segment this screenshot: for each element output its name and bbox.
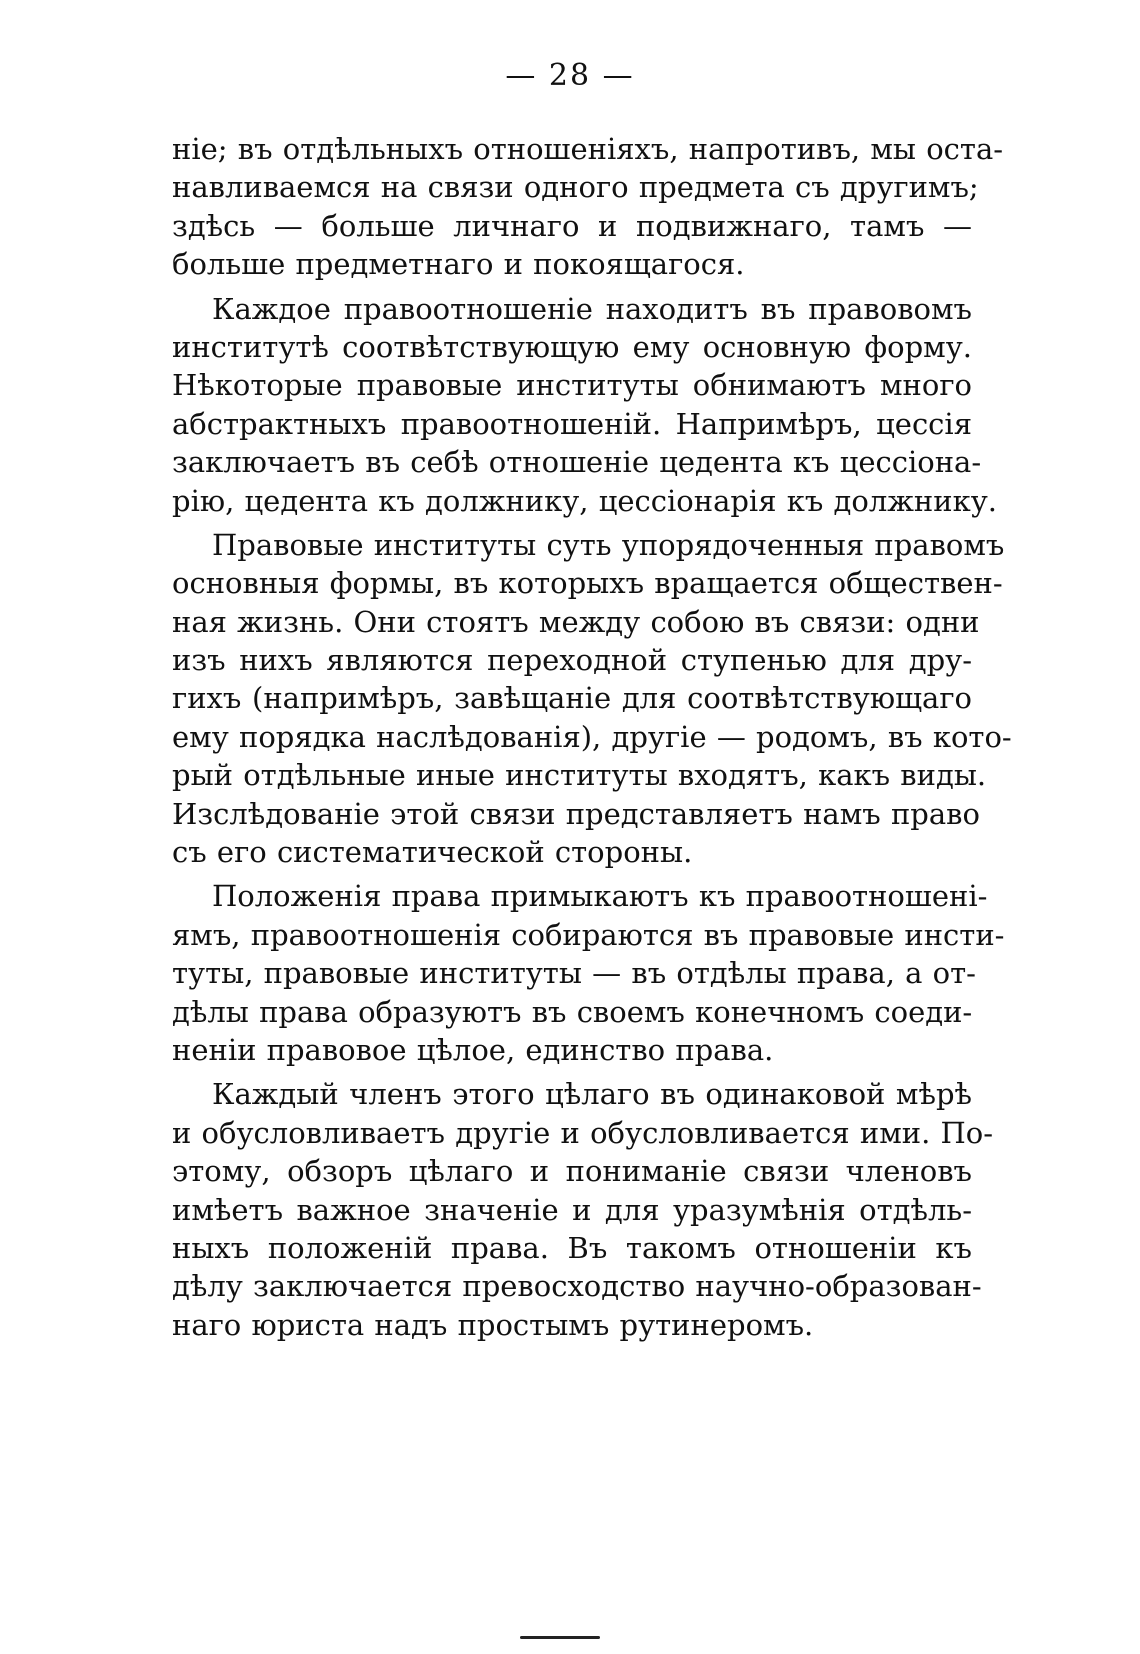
paragraph (172, 877, 1005, 1069)
text-line: Положенія права примыкаютъ къ правоотношені- (212, 879, 988, 914)
text-line: ныхъ положеній права. Въ такомъ отношеніи къ (172, 1230, 972, 1265)
text-line: ямъ, правоотношенія собираются въ правовые инсти- (172, 917, 1005, 952)
text-line: съ его систематической стороны. (172, 835, 693, 870)
text-line: дѣлу заключается превосходство научно-образован- (172, 1269, 982, 1304)
text-line: имѣетъ важное значеніе и для уразумѣнія отдѣль- (172, 1192, 972, 1227)
text-line: навливаемся на связи одного предмета съ другимъ; (172, 170, 979, 205)
text-block (172, 130, 1012, 1350)
text-line: основныя формы, въ которыхъ вращается обществен- (172, 566, 1003, 601)
text-line: Нѣкоторые правовые институты обнимаютъ много (172, 368, 972, 403)
text-line: Правовые институты суть упорядоченныя правомъ (212, 527, 1005, 562)
text-line: наго юриста надъ простымъ рутинеромъ. (172, 1307, 814, 1342)
paragraph (172, 290, 997, 520)
paragraph (172, 526, 1012, 872)
text-line: заключаетъ въ себѣ отношеніе цедента къ цессіона- (172, 445, 982, 480)
text-line: туты, правовые институты — въ отдѣлы права, а от- (172, 956, 976, 991)
text-line: рый отдѣльные иные институты входятъ, какъ виды. (172, 758, 987, 793)
text-line: институтѣ соотвѣтствующую ему основную форму. (172, 329, 972, 364)
paragraph (172, 1075, 994, 1344)
text-line: этому, обзоръ цѣлаго и пониманіе связи членовъ (172, 1154, 972, 1189)
text-line: здѣсь — больше личнаго и подвижнаго, тамъ — (172, 208, 972, 243)
page-number: — 28 — (505, 58, 635, 93)
text-line: ная жизнь. Они стоятъ между собою въ связи: одни (172, 604, 980, 639)
paragraph (172, 130, 1004, 284)
text-line: ему порядка наслѣдованія), другіе — родомъ, въ кото- (172, 719, 1012, 754)
text-line: неніи правовое цѣлое, единство права. (172, 1032, 774, 1067)
text-line: Каждый членъ этого цѣлаго въ одинаковой мѣрѣ (212, 1077, 972, 1112)
text-line: ніе; въ отдѣльныхъ отношеніяхъ, напротивъ, мы оста- (172, 132, 1004, 166)
text-line: и обусловливаетъ другіе и обусловливается ими. По- (172, 1115, 994, 1150)
text-line: дѣлы права образуютъ въ своемъ конечномъ соеди- (172, 994, 973, 1029)
text-line: абстрактныхъ правоотношеній. Напримѣръ, цессія (172, 406, 972, 441)
text-line: изъ нихъ являются переходной ступенью для дру- (172, 643, 972, 678)
text-line: рію, цедента къ должнику, цессіонарія къ должнику. (172, 483, 997, 518)
text-line: гихъ (напримѣръ, завѣщаніе для соотвѣтствующаго (172, 681, 972, 716)
ornament-divider (520, 1636, 600, 1639)
text-line: Изслѣдованіе этой связи представляетъ намъ право (172, 796, 980, 831)
text-line: больше предметнаго и покоящагося. (172, 247, 745, 282)
text-line: Каждое правоотношеніе находитъ въ правовомъ (212, 291, 972, 326)
